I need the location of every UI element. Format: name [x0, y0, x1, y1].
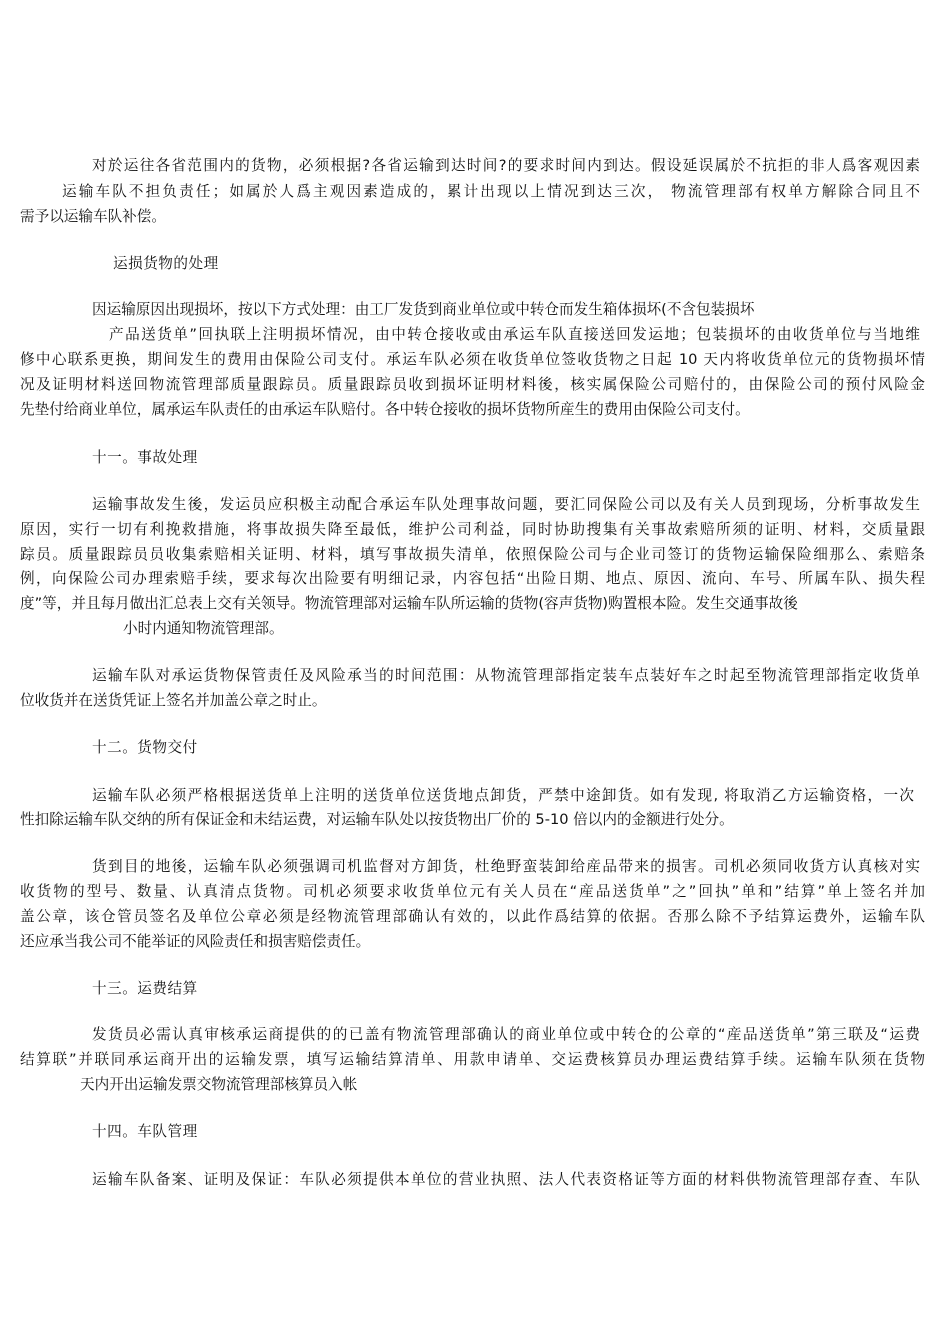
- section-heading: 运损货物的处理: [113, 255, 219, 272]
- section-heading: 十一。事故处理: [92, 449, 198, 466]
- paragraph-line: 结算联”并联同承运商开出的运输发票，填写运输结算清单、用款申请单、交运费核算员办理运费结算手续。运输车队须在货物: [20, 1051, 925, 1068]
- paragraph-line: 运输事故发生後，发运员应积极主动配合承运车队处理事故问题，要汇同保险公司以及有关人员到现场，分析事故发生: [92, 496, 920, 513]
- paragraph-line: 例，向保险公司办理索赔手续，要求每次出险要有明细记录，内容包括“出险日期、地点、原因、流向、车号、所属车队、损失程: [20, 570, 925, 587]
- paragraph-line: 运输车队对承运货物保管责任及风险承当的时间范围：从物流管理部指定装车点装好车之时起至物流管理部指定收货单: [92, 667, 920, 684]
- paragraph-line: 原因，实行一切有利挽救措施，将事故损失降至最低，维护公司利益，同时协助搜集有关事故索赔所须的证明、材料，交质量跟: [20, 521, 925, 538]
- paragraph-line: 踪员。质量跟踪员员收集索赔相关证明、材料，填写事故损失清单，依照保险公司与企业司签订的货物运输保险细那么、索赔条: [20, 546, 925, 563]
- section-heading: 十四。车队管理: [92, 1123, 198, 1140]
- paragraph-line: 天内开出运输发票交物流管理部核算员入帐: [80, 1076, 358, 1093]
- paragraph-line: 还应承当我公司不能举证的风险责任和损害赔偿责任。: [20, 933, 371, 950]
- paragraph-line: 对於运往各省范围内的货物，必须根据?各省运输到达时间?的要求时间内到达。假设延误属於不抗拒的非人爲客观因素: [92, 157, 920, 174]
- section-heading: 十二。货物交付: [92, 739, 198, 756]
- paragraph-line: 运输车队不担负责任；如属於人爲主观因素造成的，累计出现以上情况到达三次， 物流管理部有权单方解除合同且不: [62, 183, 920, 200]
- paragraph-line: 运输车队备案、证明及保证：车队必须提供本单位的营业执照、法人代表资格证等方面的材料供物流管理部存查、车队: [92, 1171, 920, 1188]
- paragraph-line: 盖公章，该仓管员签名及单位公章必须是经物流管理部确认有效的，以此作爲结算的依据。否那么除不予结算运费外，运输车队: [20, 908, 925, 925]
- paragraph-line: 货到目的地後，运输车队必须强调司机监督对方卸货，杜绝野蛮装卸给産品带来的损害。司机必须同收货方认真核对实: [92, 858, 920, 875]
- paragraph-line: 需予以运输车队补偿。: [20, 208, 166, 225]
- paragraph-line: 先垫付给商业单位，属承运车队责任的由承运车队赔付。各中转仓接收的损坏货物所産生的费用由保险公司支付。: [20, 401, 750, 418]
- paragraph-line: 度”等，并且每月做出汇总表上交有关领导。物流管理部对运输车队所运输的货物(容声货物)购置根本险。发生交通事故後: [20, 595, 798, 612]
- paragraph-line: 产品送货单”回执联上注明损坏情况，由中转仓接收或由承运车队直接送回发运地；包装损坏的由收货单位与当地维: [109, 326, 920, 343]
- paragraph-line: 修中心联系更换，期间发生的费用由保险公司支付。承运车队必须在收货单位签收货物之日起 10 天内将收货单位元的货物损坏情: [20, 351, 925, 368]
- paragraph-line: 发货员必需认真审核承运商提供的的已盖有物流管理部确认的商业单位或中转仓的公章的“産品送货单”第三联及“运费: [92, 1026, 920, 1043]
- paragraph-line: 小时内通知物流管理部。: [123, 620, 284, 637]
- paragraph-line: 运输车队必须严格根据送货单上注明的送货单位送货地点卸货，严禁中途卸货。如有发现, 将取消乙方运输资格，一次: [92, 787, 914, 804]
- paragraph-line: 况及证明材料送回物流管理部质量跟踪员。质量跟踪员收到损坏证明材料後，核实属保险公司赔付的，由保险公司的预付风险金: [20, 376, 925, 393]
- section-heading: 十三。运费结算: [92, 980, 198, 997]
- paragraph-line: 性扣除运输车队交纳的所有保证金和未结运费，对运输车队处以按货物出厂价的 5-10 倍以内的金额进行处分。: [20, 811, 734, 828]
- paragraph-line: 收货物的型号、数量、认真清点货物。司机必须要求收货单位元有关人员在“産品送货单”之”回执”单和”结算”单上签名并加: [20, 883, 925, 900]
- paragraph-line: 位收货并在送货凭证上签名并加盖公章之时止。: [20, 692, 327, 709]
- paragraph-line: 因运输原因出现损坏，按以下方式处理：由工厂发货到商业单位或中转仓而发生箱体损坏(不含包装损坏: [92, 301, 755, 318]
